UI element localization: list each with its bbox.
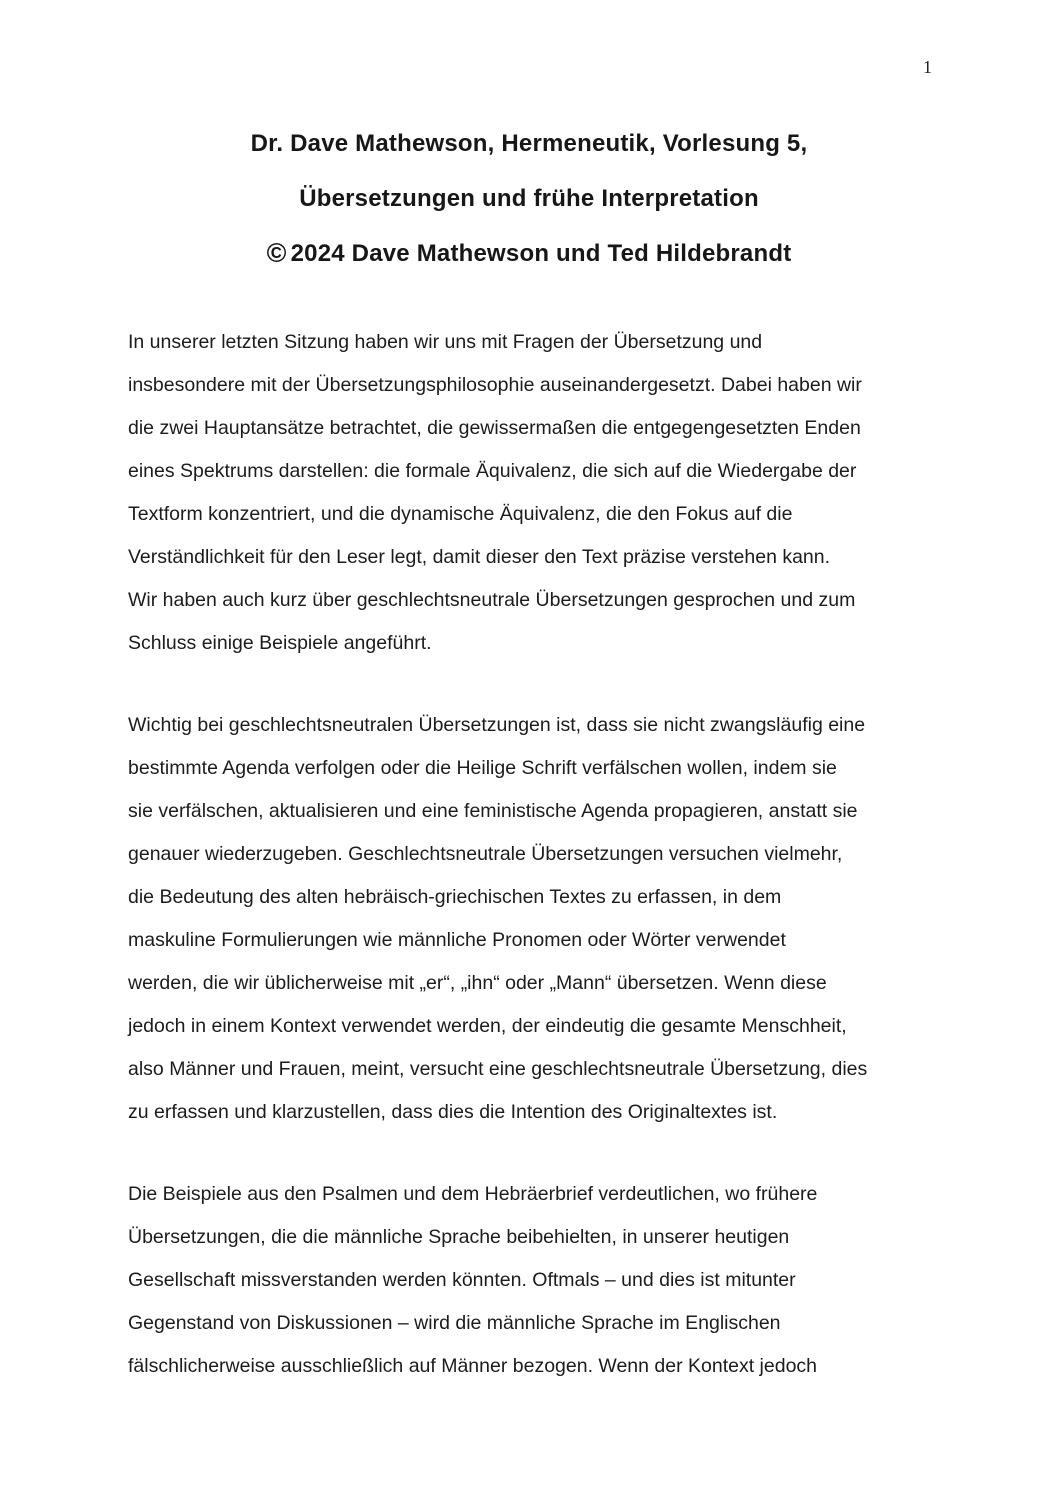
paragraph-line: Schluss einige Beispiele angeführt. <box>128 632 432 654</box>
copyright-icon: © <box>266 238 287 268</box>
paragraph-line: Textform konzentriert, und die dynamische Äquivalenz, die den Fokus auf die <box>128 503 793 525</box>
paragraph <box>128 704 940 1134</box>
paragraph-line: Wichtig bei geschlechtsneutralen Übersetzungen ist, dass sie nicht zwangsläufig eine <box>128 714 866 736</box>
paragraph-line: also Männer und Frauen, meint, versucht eine geschlechtsneutrale Übersetzung, dies <box>128 1058 868 1080</box>
paragraph-line: werden, die wir üblicherweise mit „er“, „ihn“ oder „Mann“ übersetzen. Wenn diese <box>128 972 827 994</box>
paragraph-line: maskuline Formulierungen wie männliche Pronomen oder Wörter verwendet <box>128 929 786 951</box>
paragraph-line: die Bedeutung des alten hebräisch-griechischen Textes zu erfassen, in dem <box>128 886 782 908</box>
paragraph-line: eines Spektrums darstellen: die formale Äquivalenz, die sich auf die Wiedergabe der <box>128 460 857 482</box>
paragraph-line: Gesellschaft missverstanden werden könnten. Oftmals – und dies ist mitunter <box>128 1269 796 1291</box>
paragraph-line: Übersetzungen, die die männliche Sprache beibehielten, in unserer heutigen <box>128 1226 790 1248</box>
paragraph-line: Wir haben auch kurz über geschlechtsneutrale Übersetzungen gesprochen und zum <box>128 589 856 611</box>
paragraph-line: die zwei Hauptansätze betrachtet, die gewissermaßen die entgegengesetzten Enden <box>128 417 861 439</box>
paragraph-line: sie verfälschen, aktualisieren und eine feministische Agenda propagieren, anstatt sie <box>128 800 858 822</box>
document-title-block <box>0 0 1058 281</box>
paragraph-line: genauer wiederzugeben. Geschlechtsneutrale Übersetzungen versuchen vielmehr, <box>128 843 843 865</box>
paragraph-line: insbesondere mit der Übersetzungsphilosophie auseinandergesetzt. Dabei haben wir <box>128 374 862 396</box>
paragraph-line: Verständlichkeit für den Leser legt, damit dieser den Text präzise verstehen kann. <box>128 546 831 568</box>
paragraph <box>128 321 940 665</box>
paragraph-line: bestimmte Agenda verfolgen oder die Heilige Schrift verfälschen wollen, indem sie <box>128 757 837 779</box>
copyright-text: 2024 Dave Mathewson und Ted Hildebrandt <box>290 240 792 267</box>
title-line-1: Dr. Dave Mathewson, Hermeneutik, Vorlesung 5, <box>250 130 808 157</box>
paragraph-line: In unserer letzten Sitzung haben wir uns mit Fragen der Übersetzung und <box>128 331 763 353</box>
page-number: 1 <box>923 57 932 77</box>
paragraph <box>128 1173 940 1388</box>
paragraph-line: zu erfassen und klarzustellen, dass dies die Intention des Originaltextes ist. <box>128 1101 778 1123</box>
paragraph-line: Die Beispiele aus den Psalmen und dem Hebräerbrief verdeutlichen, wo frühere <box>128 1183 818 1205</box>
paragraph-line: fälschlicherweise ausschließlich auf Männer bezogen. Wenn der Kontext jedoch <box>128 1355 818 1377</box>
paragraph-line: Gegenstand von Diskussionen – wird die männliche Sprache im Englischen <box>128 1312 781 1334</box>
document-body <box>128 321 940 1388</box>
paragraph-line: jedoch in einem Kontext verwendet werden, der eindeutig die gesamte Menschheit, <box>128 1015 847 1037</box>
title-line-2: Übersetzungen und frühe Interpretation <box>299 185 759 212</box>
copyright-line <box>0 226 1058 281</box>
